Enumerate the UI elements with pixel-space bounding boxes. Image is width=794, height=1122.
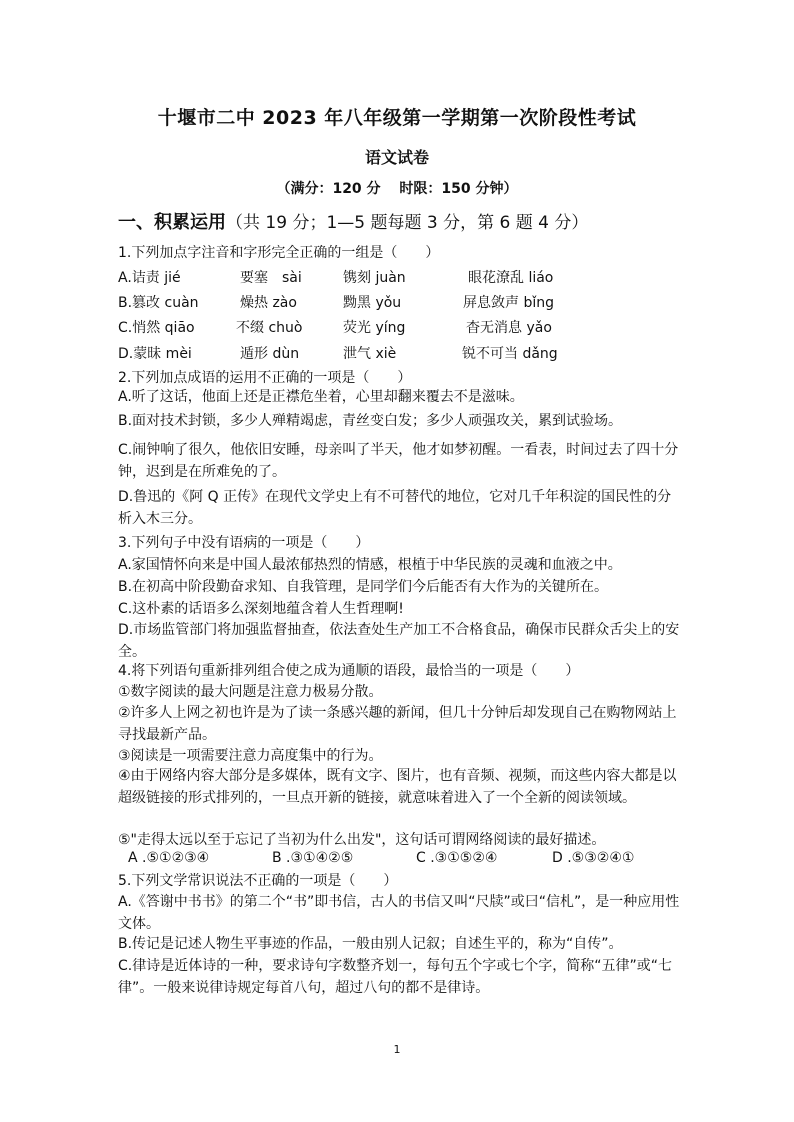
q1-d1: D.蒙昧 mèi: [118, 346, 192, 362]
q1-c4: 杳无消息 yǎo: [466, 320, 552, 336]
q5-option-b: B.传记是记述人物生平事迹的作品，一般由别人记叙；自述生平的，称为“自传”。: [118, 936, 623, 952]
q1-row-a: [118, 267, 684, 288]
q2-option-b: B.面对技术封锁，多少人殚精竭虑，青丝变白发；多少人顽强攻关，累到试验场。: [118, 413, 623, 429]
q4-option-c: C .③①⑤②④: [416, 850, 498, 866]
q4-option-a: A .⑤①②③④: [128, 850, 210, 866]
q3-option-b: B.在初高中阶段勤奋求知、自我管理，是同学们今后能否有大作为的关键所在。: [118, 579, 609, 595]
exam-title: 十堰市二中 2023 年八年级第一学期第一次阶段性考试: [157, 107, 637, 129]
q2-option-a: A.听了这话，他面上还是正襟危坐着，心里却翻来覆去不是滋味。: [118, 389, 524, 405]
exam-subtitle: 语文试卷: [364, 148, 429, 167]
q1-row-b: [118, 292, 684, 313]
q1-stem: 1.下列加点字注音和字形完全正确的一组是（ ）: [118, 245, 440, 261]
section-title: 一、积累运用: [118, 212, 226, 233]
q1-d2: 遁形 dùn: [240, 346, 300, 362]
q1-a2: 要塞 sài: [240, 270, 302, 286]
q1-b3: 黝黑 yǒu: [343, 295, 402, 311]
q1-d3: 泄气 xiè: [343, 346, 397, 362]
q1-a4: 眼花潦乱 liáo: [468, 270, 554, 286]
q4-sentence-3: ③阅读是一项需要注意力高度集中的行为。: [118, 748, 383, 764]
q1-c3: 荧光 yíng: [343, 320, 406, 336]
q1-b1: B.篡改 cuàn: [118, 295, 199, 311]
q4-sentence-2: ②许多人上网之初也许是为了读一条感兴趣的新闻，但几十分钟后却发现自己在购物网站上寻找最新产品。: [118, 705, 677, 743]
q5-option-c: C.律诗是近体诗的一种，要求诗句字数整齐划一，每句五个字或七个字，简称“五律”或“七律”。一般来说律诗规定每首八句，超过八句的都不是律诗。: [118, 958, 672, 996]
q5-stem: 5.下列文学常识说法不正确的一项是（ ）: [118, 873, 398, 889]
q2-stem: 2.下列加点成语的运用不正确的一项是（ ）: [118, 370, 412, 386]
q1-a3: 镌刻 juàn: [343, 270, 406, 286]
q1-b2: 燥热 zào: [240, 295, 297, 311]
q1-a1: A.诘责 jié: [118, 270, 181, 286]
q4-sentence-1: ①数字阅读的最大问题是注意力极易分散。: [118, 684, 383, 700]
q3-option-a: A.家国情怀向来是中国人最浓郁热烈的情感，根植于中华民族的灵魂和血液之中。: [118, 557, 622, 573]
q1-c1: C.悄然 qiāo: [118, 320, 195, 336]
q3-option-d: D.市场监管部门将加强监督抽查，依法查处生产加工不合格食品，确保市民群众舌尖上的安全。: [118, 622, 680, 660]
q1-d4: 锐不可当 dǎng: [462, 346, 558, 362]
q4-sentence-5: ⑤"走得太远以至于忘记了当初为什么出发"，这句话可谓网络阅读的最好描述。: [118, 832, 606, 848]
q1-row-d: [118, 343, 684, 364]
q1-c2: 不缀 chuò: [236, 320, 303, 336]
q1-b4: 屏息敛声 bǐng: [463, 295, 554, 311]
q3-option-c: C.这朴素的话语多么深刻地蕴含着人生哲理啊!: [118, 601, 404, 617]
section-heading: [118, 208, 588, 234]
q5-option-a: A.《答谢中书书》的第二个“书”即书信，古人的书信又叫“尺牍”或曰“信札”，是一种应用性文体。: [118, 894, 680, 932]
q2-option-d: D.鲁迅的《阿 Q 正传》在现代文学史上有不可替代的地位，它对几千年积淀的国民性的分析入木三分。: [118, 489, 672, 527]
section-note: （共 19 分；1—5 题每题 3 分，第 6 题 4 分）: [226, 213, 589, 233]
page-number: 1: [393, 1043, 401, 1056]
q4-stem: 4.将下列语句重新排列组合使之成为通顺的语段，最恰当的一项是（ ）: [118, 663, 580, 679]
q3-stem: 3.下列句子中没有语病的一项是（ ）: [118, 535, 370, 551]
exam-meta: （满分：120 分 时限：150 分钟）: [276, 181, 518, 197]
q2-option-c: C.闹钟响了很久，他依旧安睡，母亲叫了半天，他才如梦初醒。一看表，时间过去了四十分钟，迟到是在所难免的了。: [118, 442, 679, 480]
q1-row-c: [118, 317, 684, 338]
q4-sentence-4: ④由于网络内容大部分是多媒体，既有文字、图片，也有音频、视频，而这些内容大都是以超级链接的形式排列的，一旦点开新的链接，就意味着进入了一个全新的阅读领域。: [118, 768, 677, 806]
q4-options: [118, 850, 684, 871]
q4-option-b: B .③①④②⑤: [272, 850, 354, 866]
q4-option-d: D .⑤③②④①: [552, 850, 635, 866]
